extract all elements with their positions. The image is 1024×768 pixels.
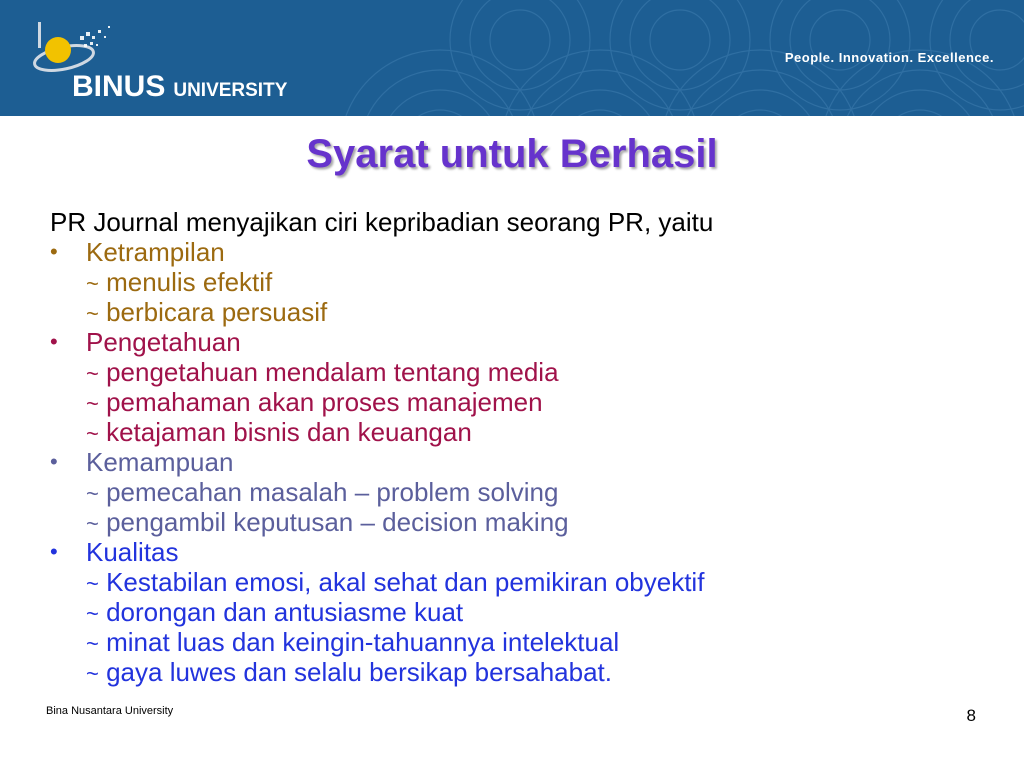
tilde-icon: ~ [86,421,99,446]
section-heading: Ketrampilan [86,237,225,267]
section-heading: Pengetahuan [86,327,241,357]
binus-logo [28,14,298,104]
tilde-icon: ~ [86,661,99,686]
bullet-ketrampilan [50,237,1000,267]
tilde-icon: ~ [86,631,99,656]
sub-item [50,567,1000,597]
sub-item [50,657,1000,687]
sub-item-text: Kestabilan emosi, akal sehat dan pemikiran obyektif [106,567,705,597]
bullet-icon: • [50,539,58,564]
tilde-icon: ~ [86,601,99,626]
bullet-pengetahuan [50,327,1000,357]
slide-title: Syarat untuk Berhasil [306,132,718,176]
sub-item-text: minat luas dan keingin-tahuannya intelektual [106,627,620,657]
section-heading: Kualitas [86,537,179,567]
sub-item [50,357,1000,387]
sub-item [50,477,1000,507]
tilde-icon: ~ [86,481,99,506]
slide-header [0,0,1024,116]
sub-item [50,297,1000,327]
sub-item-text: berbicara persuasif [106,297,328,327]
tilde-icon: ~ [86,571,99,596]
tilde-icon: ~ [86,301,99,326]
sub-item-text: ketajaman bisnis dan keuangan [106,417,472,447]
footer-organization: Bina Nusantara University [46,705,174,717]
intro-text: PR Journal menyajikan ciri kepribadian seorang PR, yaitu [50,207,714,237]
bullet-kemampuan [50,447,1000,477]
sub-item-text: gaya luwes dan selalu bersikap bersahabat. [106,657,612,687]
page-number: 8 [966,706,976,725]
sub-item-text: pemahaman akan proses manajemen [106,387,543,417]
bullet-kualitas [50,537,1000,567]
section-heading: Kemampuan [86,447,234,477]
sub-item [50,507,1000,537]
bullet-icon: • [50,449,58,474]
sub-item [50,627,1000,657]
header-tagline: People. Innovation. Excellence. [784,50,994,65]
tilde-icon: ~ [86,361,99,386]
logo-brand: BINUS [72,70,166,103]
sub-item-text: pemecahan masalah – problem solving [106,477,559,507]
sub-item-text: menulis efektif [106,267,273,297]
sub-item-text: pengambil keputusan – decision making [106,507,569,537]
sub-item [50,597,1000,627]
sub-item [50,417,1000,447]
bullet-icon: • [50,329,58,354]
sub-item-text: pengetahuan mendalam tentang media [106,357,559,387]
logo-brand-suffix: UNIVERSITY [173,80,288,101]
tilde-icon: ~ [86,271,99,296]
tilde-icon: ~ [86,511,99,536]
sub-item [50,387,1000,417]
sub-item-text: dorongan dan antusiasme kuat [106,597,464,627]
bullet-icon: • [50,239,58,264]
tilde-icon: ~ [86,391,99,416]
sub-item [50,267,1000,297]
slide-body [50,207,1000,687]
